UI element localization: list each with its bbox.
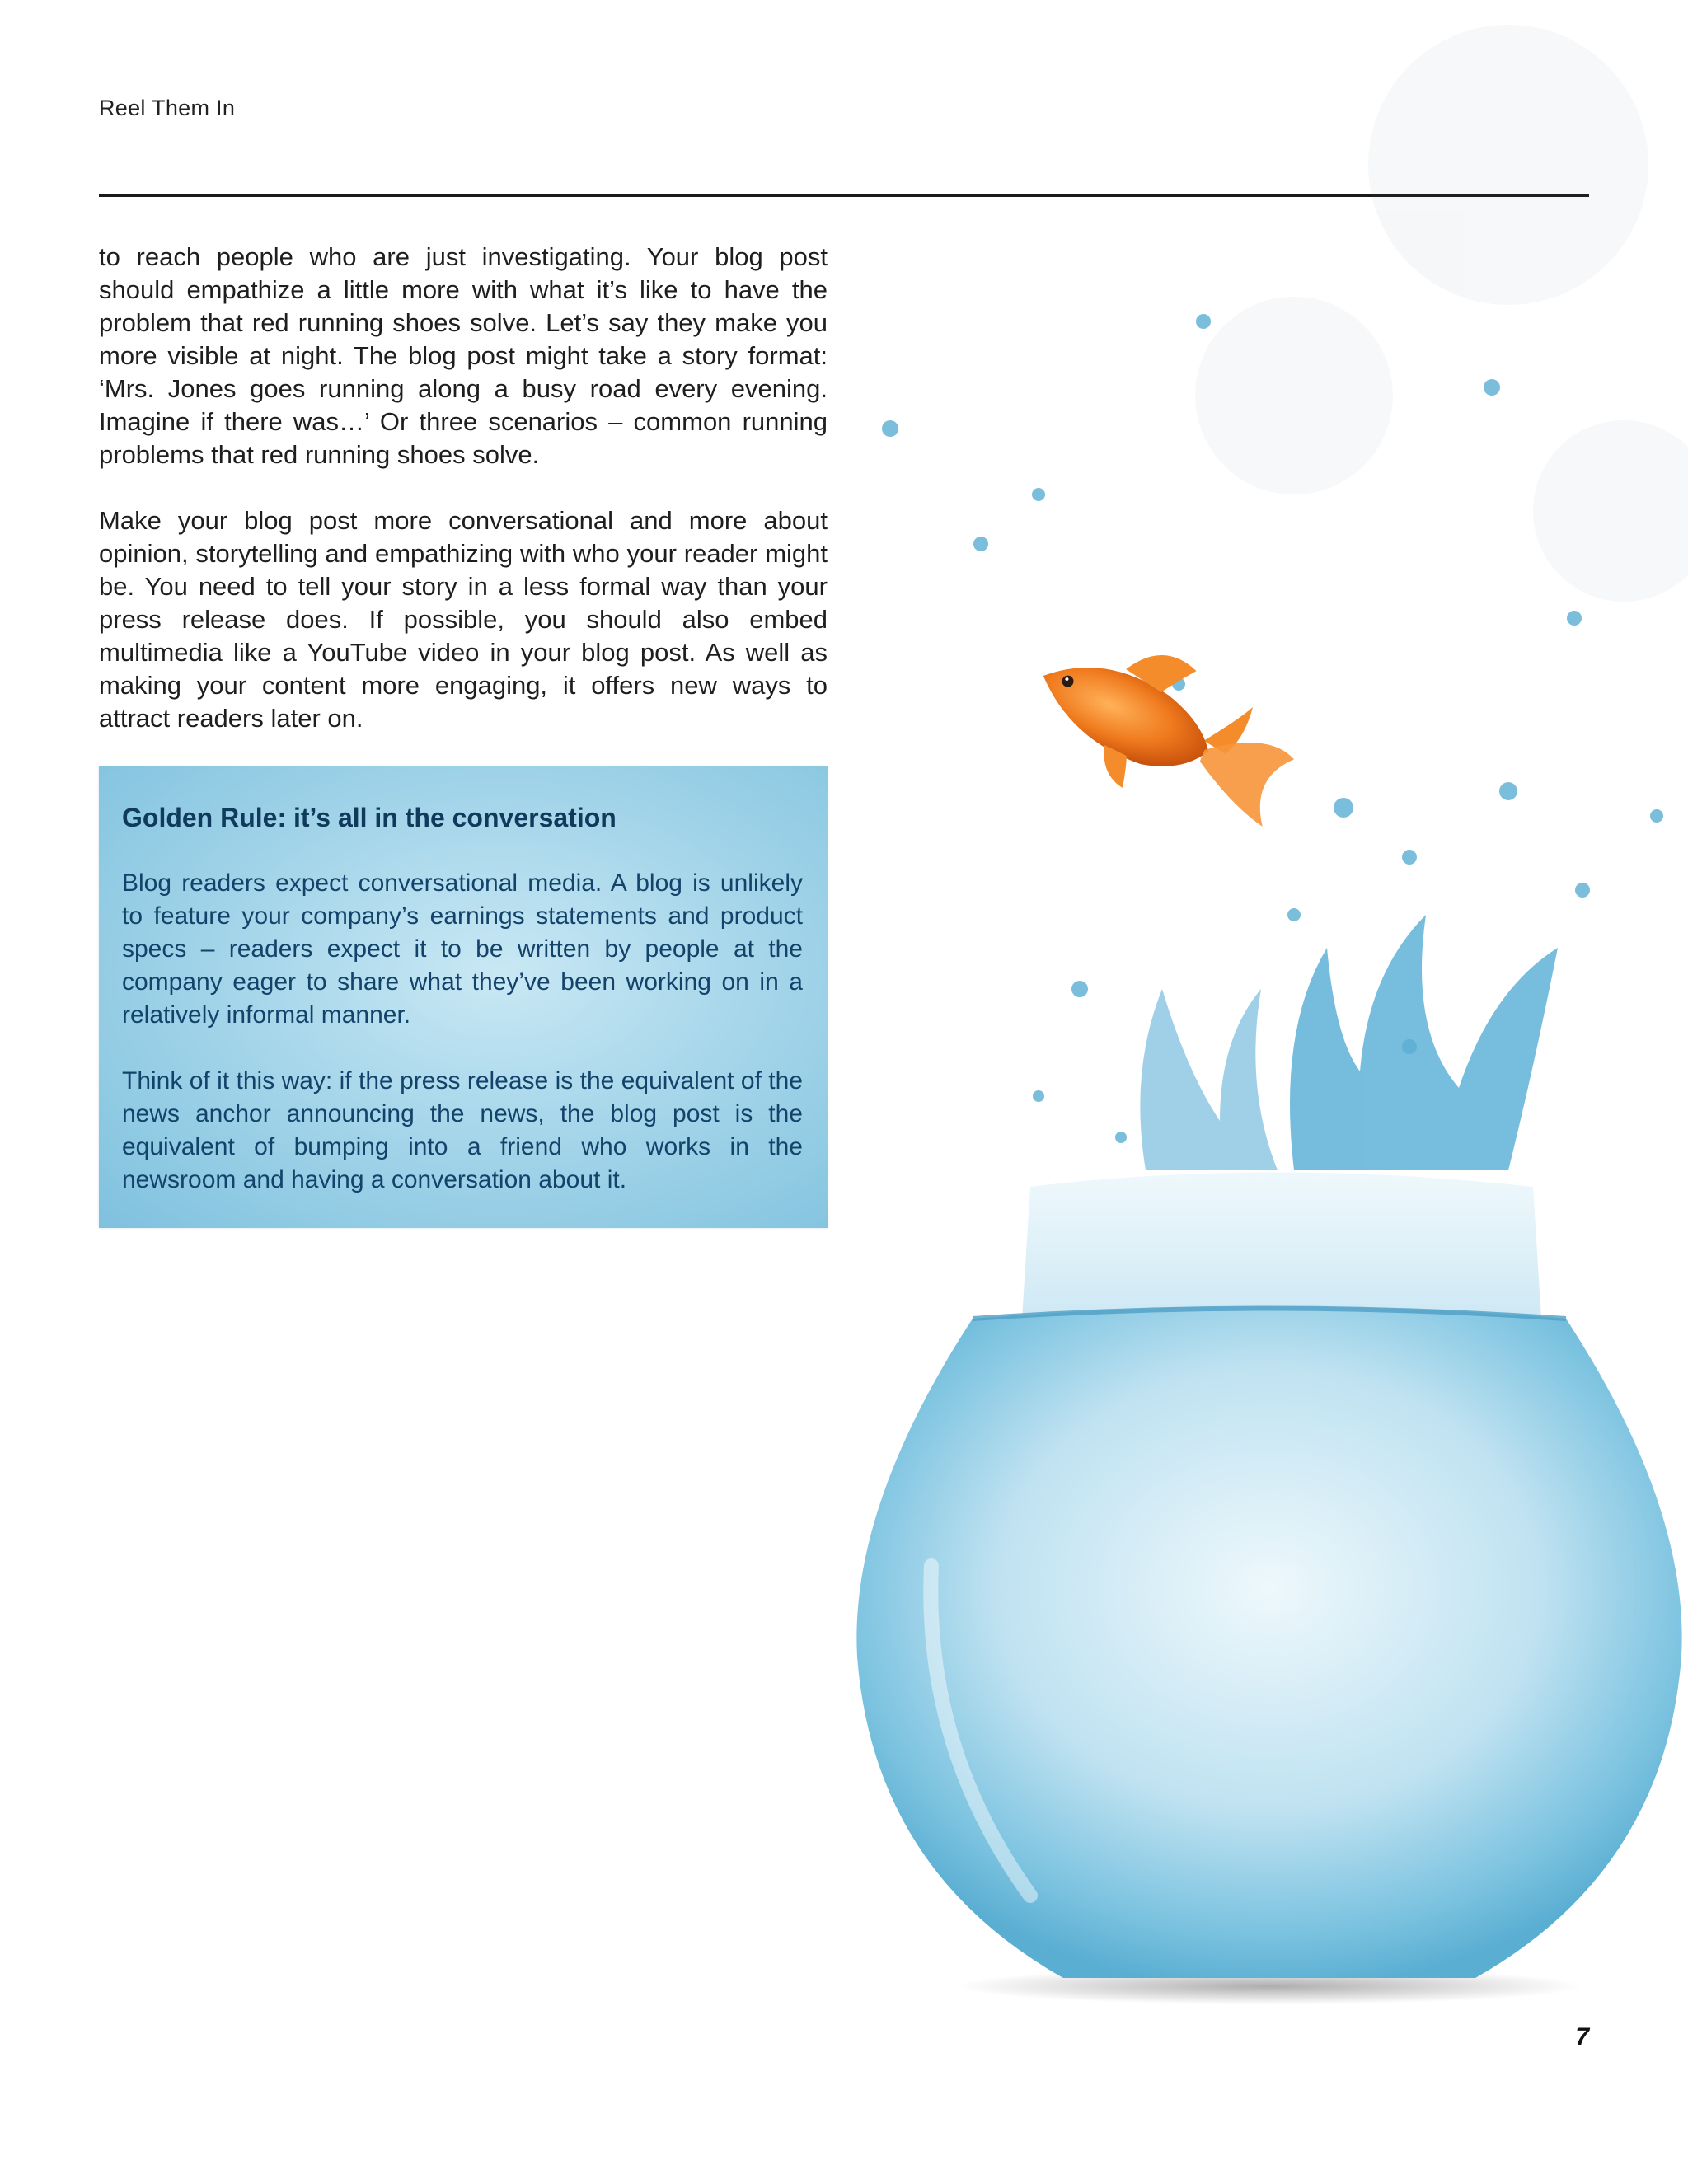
bowl-rim xyxy=(1022,1173,1541,1332)
body-paragraph: to reach people who are just investigating. Your blog post should empathize a little more with what it’s like to have the problem that red running shoes solve. Let’s say they make you more visible at night. The blog post might take a story format: ‘Mrs. Jones goes running along a busy road every evening. Imagine if there was…’ Or three scenarios – common running problems that red running shoes solve. xyxy=(99,242,828,469)
water-droplets xyxy=(882,314,1663,1143)
body-paragraph: Make your blog post more conversational and more about opinion, storytelling and empathizing with who your reader might be. You need to tell your story in a less formal way than your press release does. If possible, you should also embed multimedia like a YouTube video in your blog post. As well as making your content more engaging, it offers new ways to attract readers later on. xyxy=(99,506,828,733)
page-number: 7 xyxy=(1575,2023,1589,2050)
running-header: Reel Them In xyxy=(99,96,236,120)
header-divider xyxy=(99,194,1589,197)
callout-paragraph: Blog readers expect conversational media. A blog is unlikely to feature your company’s earnings statements and product specs – readers expect it to be written by people at the company eager to share what they’ve been working on in a relatively informal manner. xyxy=(122,869,803,1029)
goldfish-fishbowl-illustration xyxy=(832,0,1688,2110)
callout-title: Golden Rule: it’s all in the conversation xyxy=(122,803,617,832)
water-surface xyxy=(973,1309,1566,1319)
background-decor xyxy=(1195,25,1688,602)
bowl-shadow xyxy=(956,1968,1582,2004)
fishbowl xyxy=(856,1306,1681,1978)
water-splash xyxy=(1140,915,1558,1170)
callout-paragraph: Think of it this way: if the press release is the equivalent of the news anchor announcing the news, the blog post is the equivalent of bumping into a friend who works in the newsroom and having a conversation about it. xyxy=(122,1067,803,1193)
goldfish xyxy=(1015,614,1313,843)
body-text-column xyxy=(99,241,828,768)
golden-rule-callout xyxy=(99,766,828,1228)
